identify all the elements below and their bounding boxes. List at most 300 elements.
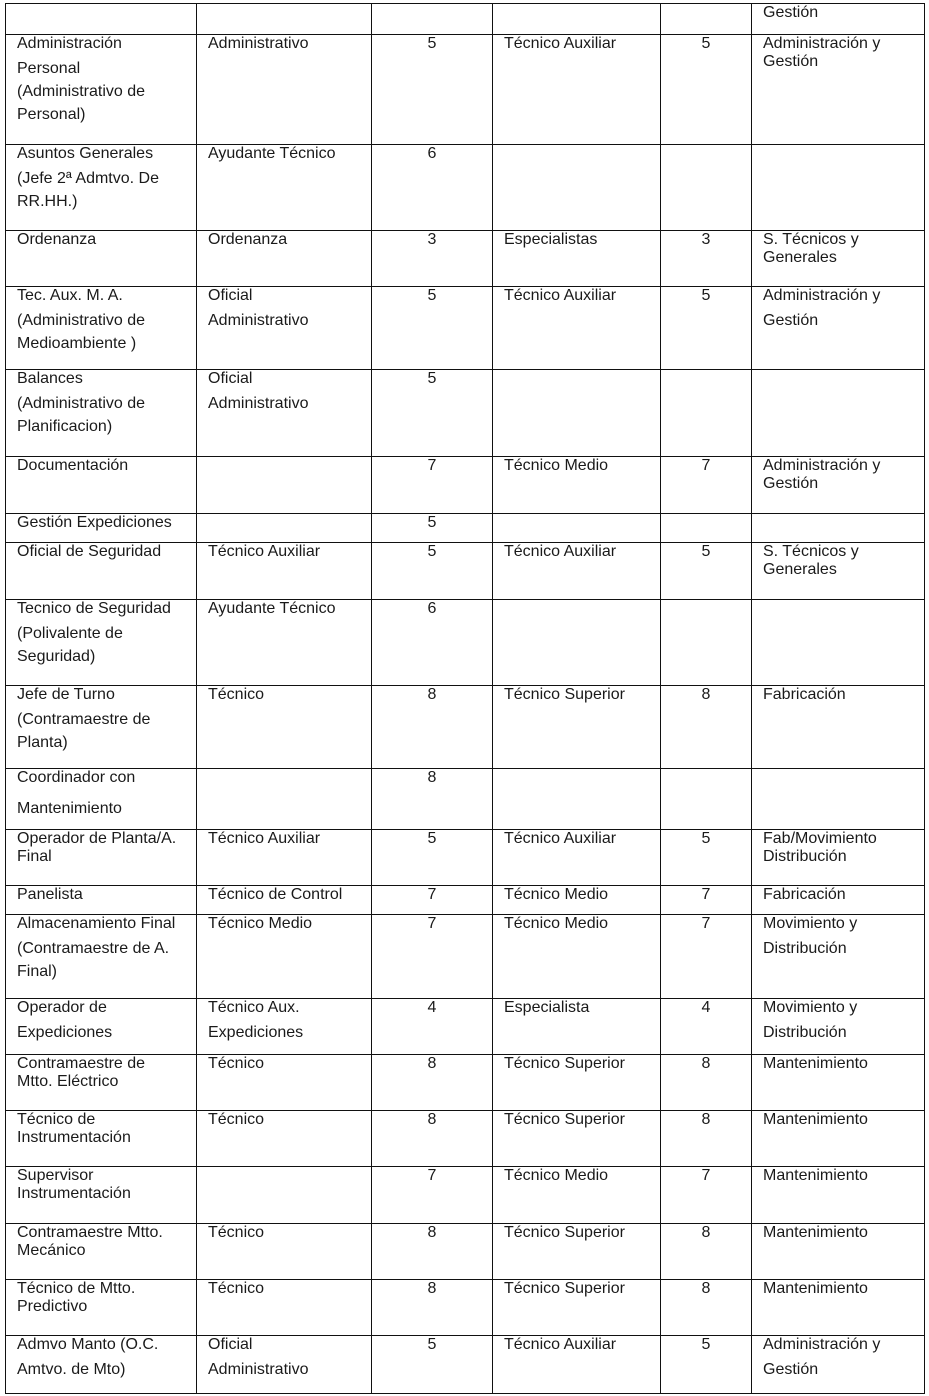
cell-categoria bbox=[197, 145, 372, 231]
cell-puesto-line: Expediciones bbox=[17, 1024, 113, 1041]
cell-nivel-text: 8 bbox=[427, 1280, 437, 1297]
cell-grupo-profesional-text: Técnico Medio bbox=[504, 457, 609, 474]
cell-nivel bbox=[372, 4, 493, 35]
cell-area-funcional-line: S. Técnicos y bbox=[763, 543, 859, 560]
cell-puesto-line: Mantenimiento bbox=[17, 800, 122, 817]
cell-nivel-grupo bbox=[661, 915, 752, 999]
cell-area-funcional-line: Fab/Movimiento bbox=[763, 830, 877, 847]
cell-categoria bbox=[197, 514, 372, 543]
cell-puesto-line: Balances bbox=[17, 370, 83, 387]
table-row bbox=[6, 600, 925, 686]
cell-puesto-line: Técnico de Mtto. bbox=[17, 1280, 136, 1297]
cell-area-funcional bbox=[752, 35, 925, 145]
cell-categoria bbox=[197, 915, 372, 999]
cell-grupo-profesional bbox=[493, 886, 661, 915]
cell-grupo-profesional-text: Técnico Auxiliar bbox=[504, 543, 617, 560]
cell-area-funcional-line: Gestión bbox=[763, 53, 819, 70]
cell-categoria-line: Expediciones bbox=[208, 1024, 304, 1041]
cell-area-funcional bbox=[752, 1336, 925, 1394]
cell-puesto-line: Contramaestre Mtto. bbox=[17, 1224, 163, 1241]
cell-puesto-line: Personal) bbox=[17, 106, 86, 123]
cell-nivel-text: 5 bbox=[427, 830, 437, 847]
cell-categoria-line: Técnico Medio bbox=[208, 915, 313, 932]
cell-puesto bbox=[6, 915, 197, 999]
cell-area-funcional-line: Distribución bbox=[763, 940, 847, 957]
cell-puesto-line: Documentación bbox=[17, 457, 129, 474]
cell-categoria-line: Técnico Auxiliar bbox=[208, 830, 321, 847]
cell-categoria-line: Oficial bbox=[208, 1336, 253, 1353]
cell-nivel-text: 5 bbox=[427, 370, 437, 387]
table-row bbox=[6, 231, 925, 287]
cell-nivel-grupo bbox=[661, 1336, 752, 1394]
cell-puesto-line: Mtto. Eléctrico bbox=[17, 1073, 119, 1090]
cell-categoria bbox=[197, 686, 372, 769]
cell-nivel bbox=[372, 600, 493, 686]
cell-categoria bbox=[197, 370, 372, 457]
cell-nivel bbox=[372, 769, 493, 830]
cell-grupo-profesional-text: Técnico Superior bbox=[504, 686, 625, 703]
cell-nivel bbox=[372, 35, 493, 145]
cell-grupo-profesional-text: Técnico Superior bbox=[504, 1111, 625, 1128]
cell-area-funcional-line: S. Técnicos y bbox=[763, 231, 859, 248]
cell-puesto-line: (Administrativo de bbox=[17, 83, 146, 100]
cell-area-funcional bbox=[752, 1224, 925, 1280]
cell-puesto bbox=[6, 514, 197, 543]
cell-puesto bbox=[6, 543, 197, 600]
table-row bbox=[6, 457, 925, 514]
cell-puesto bbox=[6, 145, 197, 231]
cell-nivel-grupo-text: 5 bbox=[701, 1336, 711, 1353]
cell-grupo-profesional bbox=[493, 543, 661, 600]
cell-area-funcional bbox=[752, 999, 925, 1055]
cell-nivel-grupo bbox=[661, 145, 752, 231]
cell-puesto-line: Almacenamiento Final bbox=[17, 915, 176, 932]
table-row bbox=[6, 769, 925, 830]
cell-nivel bbox=[372, 145, 493, 231]
table-row bbox=[6, 4, 925, 35]
table-row bbox=[6, 514, 925, 543]
cell-nivel-grupo bbox=[661, 35, 752, 145]
cell-puesto-line: Contramaestre de bbox=[17, 1055, 146, 1072]
cell-area-funcional bbox=[752, 886, 925, 915]
cell-grupo-profesional-text: Especialista bbox=[504, 999, 590, 1016]
cell-area-funcional-line: Administración y bbox=[763, 457, 881, 474]
cell-puesto-line: Panelista bbox=[17, 886, 83, 903]
cell-nivel-text: 8 bbox=[427, 1224, 437, 1241]
cell-nivel-text: 6 bbox=[427, 145, 437, 162]
cell-area-funcional-line: Mantenimiento bbox=[763, 1167, 868, 1184]
cell-categoria-line: Técnico bbox=[208, 1111, 265, 1128]
cell-puesto-line: Admvo Manto (O.C. bbox=[17, 1336, 159, 1353]
cell-nivel-grupo bbox=[661, 886, 752, 915]
cell-grupo-profesional-text: Técnico Auxiliar bbox=[504, 830, 617, 847]
cell-area-funcional bbox=[752, 1167, 925, 1224]
cell-nivel-grupo-text: 5 bbox=[701, 35, 711, 52]
cell-grupo-profesional bbox=[493, 287, 661, 370]
cell-grupo-profesional-text: Técnico Auxiliar bbox=[504, 1336, 617, 1353]
cell-nivel-text: 5 bbox=[427, 543, 437, 560]
cell-nivel-text: 5 bbox=[427, 287, 437, 304]
cell-puesto-line: Oficial de Seguridad bbox=[17, 543, 162, 560]
cell-area-funcional-line: Gestión bbox=[763, 475, 819, 492]
cell-puesto bbox=[6, 600, 197, 686]
cell-puesto bbox=[6, 4, 197, 35]
cell-categoria-line: Ayudante Técnico bbox=[208, 600, 336, 617]
cell-puesto bbox=[6, 886, 197, 915]
cell-area-funcional bbox=[752, 4, 925, 35]
cell-area-funcional-line: Movimiento y bbox=[763, 915, 858, 932]
cell-grupo-profesional bbox=[493, 1280, 661, 1336]
cell-categoria-line: Técnico de Control bbox=[208, 886, 343, 903]
cell-categoria bbox=[197, 1167, 372, 1224]
cell-nivel-grupo bbox=[661, 514, 752, 543]
cell-nivel-grupo bbox=[661, 370, 752, 457]
cell-nivel-grupo bbox=[661, 1224, 752, 1280]
cell-categoria bbox=[197, 830, 372, 886]
cell-puesto bbox=[6, 457, 197, 514]
cell-grupo-profesional bbox=[493, 1224, 661, 1280]
cell-categoria-line: Administrativo bbox=[208, 1361, 309, 1378]
cell-grupo-profesional-text: Especialistas bbox=[504, 231, 598, 248]
cell-nivel bbox=[372, 1055, 493, 1111]
cell-nivel-grupo-text: 5 bbox=[701, 287, 711, 304]
cell-nivel-grupo bbox=[661, 830, 752, 886]
cell-categoria bbox=[197, 1336, 372, 1394]
cell-area-funcional bbox=[752, 1111, 925, 1167]
cell-puesto-line: (Jefe 2ª Admtvo. De bbox=[17, 170, 159, 187]
cell-grupo-profesional bbox=[493, 1111, 661, 1167]
cell-categoria-line: Administrativo bbox=[208, 35, 309, 52]
cell-nivel-text: 7 bbox=[427, 915, 437, 932]
cell-puesto-line: Amtvo. de Mto) bbox=[17, 1361, 126, 1378]
cell-grupo-profesional-text: Técnico Auxiliar bbox=[504, 287, 617, 304]
cell-nivel-grupo bbox=[661, 231, 752, 287]
cell-area-funcional bbox=[752, 457, 925, 514]
cell-puesto-line: Final) bbox=[17, 963, 58, 980]
cell-nivel-grupo-text: 8 bbox=[701, 1224, 711, 1241]
cell-nivel-text: 8 bbox=[427, 686, 437, 703]
cell-grupo-profesional bbox=[493, 1167, 661, 1224]
cell-area-funcional bbox=[752, 543, 925, 600]
cell-puesto-line: Operador de Planta/A. bbox=[17, 830, 177, 847]
cell-nivel-grupo bbox=[661, 4, 752, 35]
cell-area-funcional-line: Fabricación bbox=[763, 686, 846, 703]
cell-puesto-line: Ordenanza bbox=[17, 231, 97, 248]
cell-area-funcional bbox=[752, 915, 925, 999]
cell-categoria bbox=[197, 999, 372, 1055]
cell-categoria bbox=[197, 600, 372, 686]
cell-nivel-text: 8 bbox=[427, 1111, 437, 1128]
cell-nivel-grupo bbox=[661, 686, 752, 769]
cell-categoria bbox=[197, 457, 372, 514]
table-row bbox=[6, 370, 925, 457]
cell-puesto-line: Predictivo bbox=[17, 1298, 88, 1315]
cell-puesto-line: Administración bbox=[17, 35, 122, 52]
table-row bbox=[6, 886, 925, 915]
cell-categoria-line: Oficial bbox=[208, 370, 253, 387]
cell-categoria bbox=[197, 769, 372, 830]
cell-nivel-text: 5 bbox=[427, 514, 437, 531]
cell-puesto-line: Técnico de bbox=[17, 1111, 96, 1128]
cell-area-funcional bbox=[752, 370, 925, 457]
cell-nivel-text: 4 bbox=[427, 999, 437, 1016]
cell-area-funcional bbox=[752, 830, 925, 886]
cell-nivel-text: 7 bbox=[427, 1167, 437, 1184]
cell-categoria-line: Técnico bbox=[208, 1280, 265, 1297]
cell-area-funcional-line: Administración y bbox=[763, 35, 881, 52]
cell-area-funcional bbox=[752, 769, 925, 830]
cell-puesto bbox=[6, 370, 197, 457]
cell-puesto-line: (Contramaestre de A. bbox=[17, 940, 170, 957]
cell-puesto-line: Supervisor bbox=[17, 1167, 94, 1184]
cell-area-funcional-line: Mantenimiento bbox=[763, 1224, 868, 1241]
cell-nivel bbox=[372, 1280, 493, 1336]
cell-area-funcional bbox=[752, 1280, 925, 1336]
cell-puesto-line: (Administrativo de bbox=[17, 395, 146, 412]
cell-nivel-grupo-text: 5 bbox=[701, 543, 711, 560]
cell-area-funcional bbox=[752, 514, 925, 543]
cell-categoria-line: Técnico Auxiliar bbox=[208, 543, 321, 560]
cell-nivel bbox=[372, 1224, 493, 1280]
cell-area-funcional-line: Distribución bbox=[763, 848, 847, 865]
table-row bbox=[6, 1111, 925, 1167]
cell-puesto-line: Instrumentación bbox=[17, 1129, 131, 1146]
cell-grupo-profesional bbox=[493, 1336, 661, 1394]
cell-grupo-profesional-text: Técnico Medio bbox=[504, 915, 609, 932]
cell-nivel-grupo bbox=[661, 999, 752, 1055]
cell-area-funcional-line: Fabricación bbox=[763, 886, 846, 903]
cell-puesto bbox=[6, 1055, 197, 1111]
cell-puesto-line: Seguridad) bbox=[17, 648, 96, 665]
cell-nivel bbox=[372, 1111, 493, 1167]
cell-area-funcional-line: Gestión bbox=[763, 4, 819, 21]
cell-nivel-grupo-text: 5 bbox=[701, 830, 711, 847]
cell-puesto bbox=[6, 231, 197, 287]
cell-nivel bbox=[372, 287, 493, 370]
cell-puesto-line: Operador de bbox=[17, 999, 107, 1016]
cell-nivel bbox=[372, 370, 493, 457]
cell-categoria-line: Administrativo bbox=[208, 312, 309, 329]
cell-categoria bbox=[197, 35, 372, 145]
cell-nivel-grupo bbox=[661, 600, 752, 686]
cell-nivel bbox=[372, 999, 493, 1055]
cell-nivel-grupo bbox=[661, 1167, 752, 1224]
cell-categoria-line: Ordenanza bbox=[208, 231, 288, 248]
cell-puesto-line: Instrumentación bbox=[17, 1185, 131, 1202]
cell-nivel-grupo bbox=[661, 287, 752, 370]
cell-puesto-line: Final bbox=[17, 848, 52, 865]
table-row bbox=[6, 1336, 925, 1394]
cell-categoria-line: Ayudante Técnico bbox=[208, 145, 336, 162]
cell-grupo-profesional-text: Técnico Superior bbox=[504, 1280, 625, 1297]
cell-puesto bbox=[6, 999, 197, 1055]
cell-grupo-profesional bbox=[493, 999, 661, 1055]
cell-puesto bbox=[6, 35, 197, 145]
cell-categoria bbox=[197, 1055, 372, 1111]
table-row bbox=[6, 999, 925, 1055]
cell-puesto bbox=[6, 1224, 197, 1280]
cell-categoria-line: Administrativo bbox=[208, 395, 309, 412]
cell-nivel bbox=[372, 457, 493, 514]
cell-nivel-grupo bbox=[661, 1055, 752, 1111]
cell-nivel-text: 6 bbox=[427, 600, 437, 617]
cell-grupo-profesional-text: Técnico Superior bbox=[504, 1055, 625, 1072]
cell-grupo-profesional bbox=[493, 4, 661, 35]
cell-nivel-text: 7 bbox=[427, 886, 437, 903]
cell-puesto-line: Asuntos Generales bbox=[17, 145, 154, 162]
cell-grupo-profesional-text: Técnico Medio bbox=[504, 886, 609, 903]
table-body bbox=[6, 4, 925, 1394]
table-row bbox=[6, 915, 925, 999]
cell-nivel-grupo-text: 3 bbox=[701, 231, 711, 248]
cell-puesto-line: Tecnico de Seguridad bbox=[17, 600, 171, 617]
cell-puesto-line: Jefe de Turno bbox=[17, 686, 115, 703]
cell-grupo-profesional bbox=[493, 514, 661, 543]
table-row bbox=[6, 1224, 925, 1280]
cell-grupo-profesional bbox=[493, 457, 661, 514]
cell-grupo-profesional bbox=[493, 370, 661, 457]
cell-nivel-text: 3 bbox=[427, 231, 437, 248]
table-row bbox=[6, 1280, 925, 1336]
cell-nivel-grupo bbox=[661, 543, 752, 600]
cell-puesto-line: Mecánico bbox=[17, 1242, 86, 1259]
cell-nivel-grupo bbox=[661, 769, 752, 830]
cell-area-funcional-line: Mantenimiento bbox=[763, 1280, 868, 1297]
cell-grupo-profesional bbox=[493, 915, 661, 999]
cell-grupo-profesional bbox=[493, 145, 661, 231]
cell-nivel-grupo bbox=[661, 457, 752, 514]
cell-area-funcional bbox=[752, 145, 925, 231]
table-row bbox=[6, 145, 925, 231]
table-row bbox=[6, 686, 925, 769]
table-row bbox=[6, 287, 925, 370]
cell-grupo-profesional bbox=[493, 1055, 661, 1111]
cell-nivel bbox=[372, 514, 493, 543]
cell-nivel-grupo-text: 8 bbox=[701, 686, 711, 703]
table-row bbox=[6, 830, 925, 886]
cell-nivel-grupo-text: 8 bbox=[701, 1280, 711, 1297]
table-row bbox=[6, 1167, 925, 1224]
cell-area-funcional-line: Movimiento y bbox=[763, 999, 858, 1016]
cell-nivel bbox=[372, 1336, 493, 1394]
cell-area-funcional-line: Gestión bbox=[763, 1361, 819, 1378]
cell-grupo-profesional-text: Técnico Auxiliar bbox=[504, 35, 617, 52]
cell-categoria-line: Técnico Aux. bbox=[208, 999, 300, 1016]
cell-nivel-grupo bbox=[661, 1111, 752, 1167]
cell-nivel-grupo bbox=[661, 1280, 752, 1336]
job-classification-table bbox=[5, 3, 925, 1394]
cell-area-funcional-line: Gestión bbox=[763, 312, 819, 329]
cell-area-funcional bbox=[752, 231, 925, 287]
cell-nivel-grupo-text: 7 bbox=[701, 1167, 711, 1184]
cell-categoria-line: Oficial bbox=[208, 287, 253, 304]
cell-nivel-text: 8 bbox=[427, 769, 437, 786]
cell-puesto-line: Gestión Expediciones bbox=[17, 514, 172, 531]
cell-nivel bbox=[372, 686, 493, 769]
table-row bbox=[6, 543, 925, 600]
cell-categoria bbox=[197, 886, 372, 915]
cell-categoria bbox=[197, 1224, 372, 1280]
cell-nivel-text: 5 bbox=[427, 35, 437, 52]
table-row bbox=[6, 1055, 925, 1111]
cell-puesto bbox=[6, 1111, 197, 1167]
cell-grupo-profesional bbox=[493, 830, 661, 886]
cell-area-funcional-line: Administración y bbox=[763, 287, 881, 304]
cell-nivel-text: 8 bbox=[427, 1055, 437, 1072]
cell-puesto bbox=[6, 1280, 197, 1336]
cell-grupo-profesional-text: Técnico Medio bbox=[504, 1167, 609, 1184]
cell-puesto bbox=[6, 686, 197, 769]
cell-nivel-grupo-text: 8 bbox=[701, 1055, 711, 1072]
cell-puesto-line: Planificacion) bbox=[17, 418, 113, 435]
cell-area-funcional-line: Generales bbox=[763, 249, 837, 266]
cell-area-funcional bbox=[752, 287, 925, 370]
cell-area-funcional-line: Mantenimiento bbox=[763, 1111, 868, 1128]
table-row bbox=[6, 35, 925, 145]
cell-categoria bbox=[197, 1280, 372, 1336]
cell-grupo-profesional bbox=[493, 600, 661, 686]
cell-grupo-profesional bbox=[493, 686, 661, 769]
cell-nivel-grupo-text: 8 bbox=[701, 1111, 711, 1128]
cell-nivel-grupo-text: 7 bbox=[701, 886, 711, 903]
cell-puesto bbox=[6, 1336, 197, 1394]
cell-area-funcional-line: Generales bbox=[763, 561, 837, 578]
cell-area-funcional bbox=[752, 1055, 925, 1111]
cell-nivel-grupo-text: 7 bbox=[701, 915, 711, 932]
cell-grupo-profesional bbox=[493, 769, 661, 830]
cell-categoria bbox=[197, 231, 372, 287]
cell-puesto-line: Personal bbox=[17, 60, 81, 77]
cell-nivel-grupo-text: 4 bbox=[701, 999, 711, 1016]
cell-area-funcional-line: Administración y bbox=[763, 1336, 881, 1353]
cell-puesto-line: RR.HH.) bbox=[17, 193, 78, 210]
cell-puesto bbox=[6, 830, 197, 886]
cell-area-funcional bbox=[752, 686, 925, 769]
cell-puesto-line: (Polivalente de bbox=[17, 625, 123, 642]
cell-nivel bbox=[372, 886, 493, 915]
cell-nivel-text: 5 bbox=[427, 1336, 437, 1353]
cell-categoria bbox=[197, 287, 372, 370]
cell-puesto bbox=[6, 769, 197, 830]
cell-categoria bbox=[197, 543, 372, 600]
cell-puesto-line: Planta) bbox=[17, 734, 68, 751]
cell-puesto bbox=[6, 287, 197, 370]
cell-nivel bbox=[372, 543, 493, 600]
cell-categoria bbox=[197, 1111, 372, 1167]
cell-nivel bbox=[372, 1167, 493, 1224]
cell-categoria-line: Técnico bbox=[208, 1055, 265, 1072]
cell-categoria-line: Técnico bbox=[208, 1224, 265, 1241]
cell-area-funcional-line: Distribución bbox=[763, 1024, 847, 1041]
cell-puesto-line: (Contramaestre de bbox=[17, 711, 151, 728]
cell-puesto-line: (Administrativo de bbox=[17, 312, 146, 329]
cell-categoria bbox=[197, 4, 372, 35]
cell-categoria-line: Técnico bbox=[208, 686, 265, 703]
cell-puesto-line: Coordinador con bbox=[17, 769, 136, 786]
cell-area-funcional-line: Mantenimiento bbox=[763, 1055, 868, 1072]
cell-nivel-text: 7 bbox=[427, 457, 437, 474]
cell-grupo-profesional bbox=[493, 35, 661, 145]
cell-nivel bbox=[372, 830, 493, 886]
cell-nivel bbox=[372, 231, 493, 287]
cell-nivel bbox=[372, 915, 493, 999]
cell-grupo-profesional bbox=[493, 231, 661, 287]
cell-area-funcional bbox=[752, 600, 925, 686]
cell-nivel-grupo-text: 7 bbox=[701, 457, 711, 474]
cell-puesto-line: Tec. Aux. M. A. bbox=[17, 287, 123, 304]
cell-puesto-line: Medioambiente ) bbox=[17, 335, 137, 352]
cell-puesto bbox=[6, 1167, 197, 1224]
